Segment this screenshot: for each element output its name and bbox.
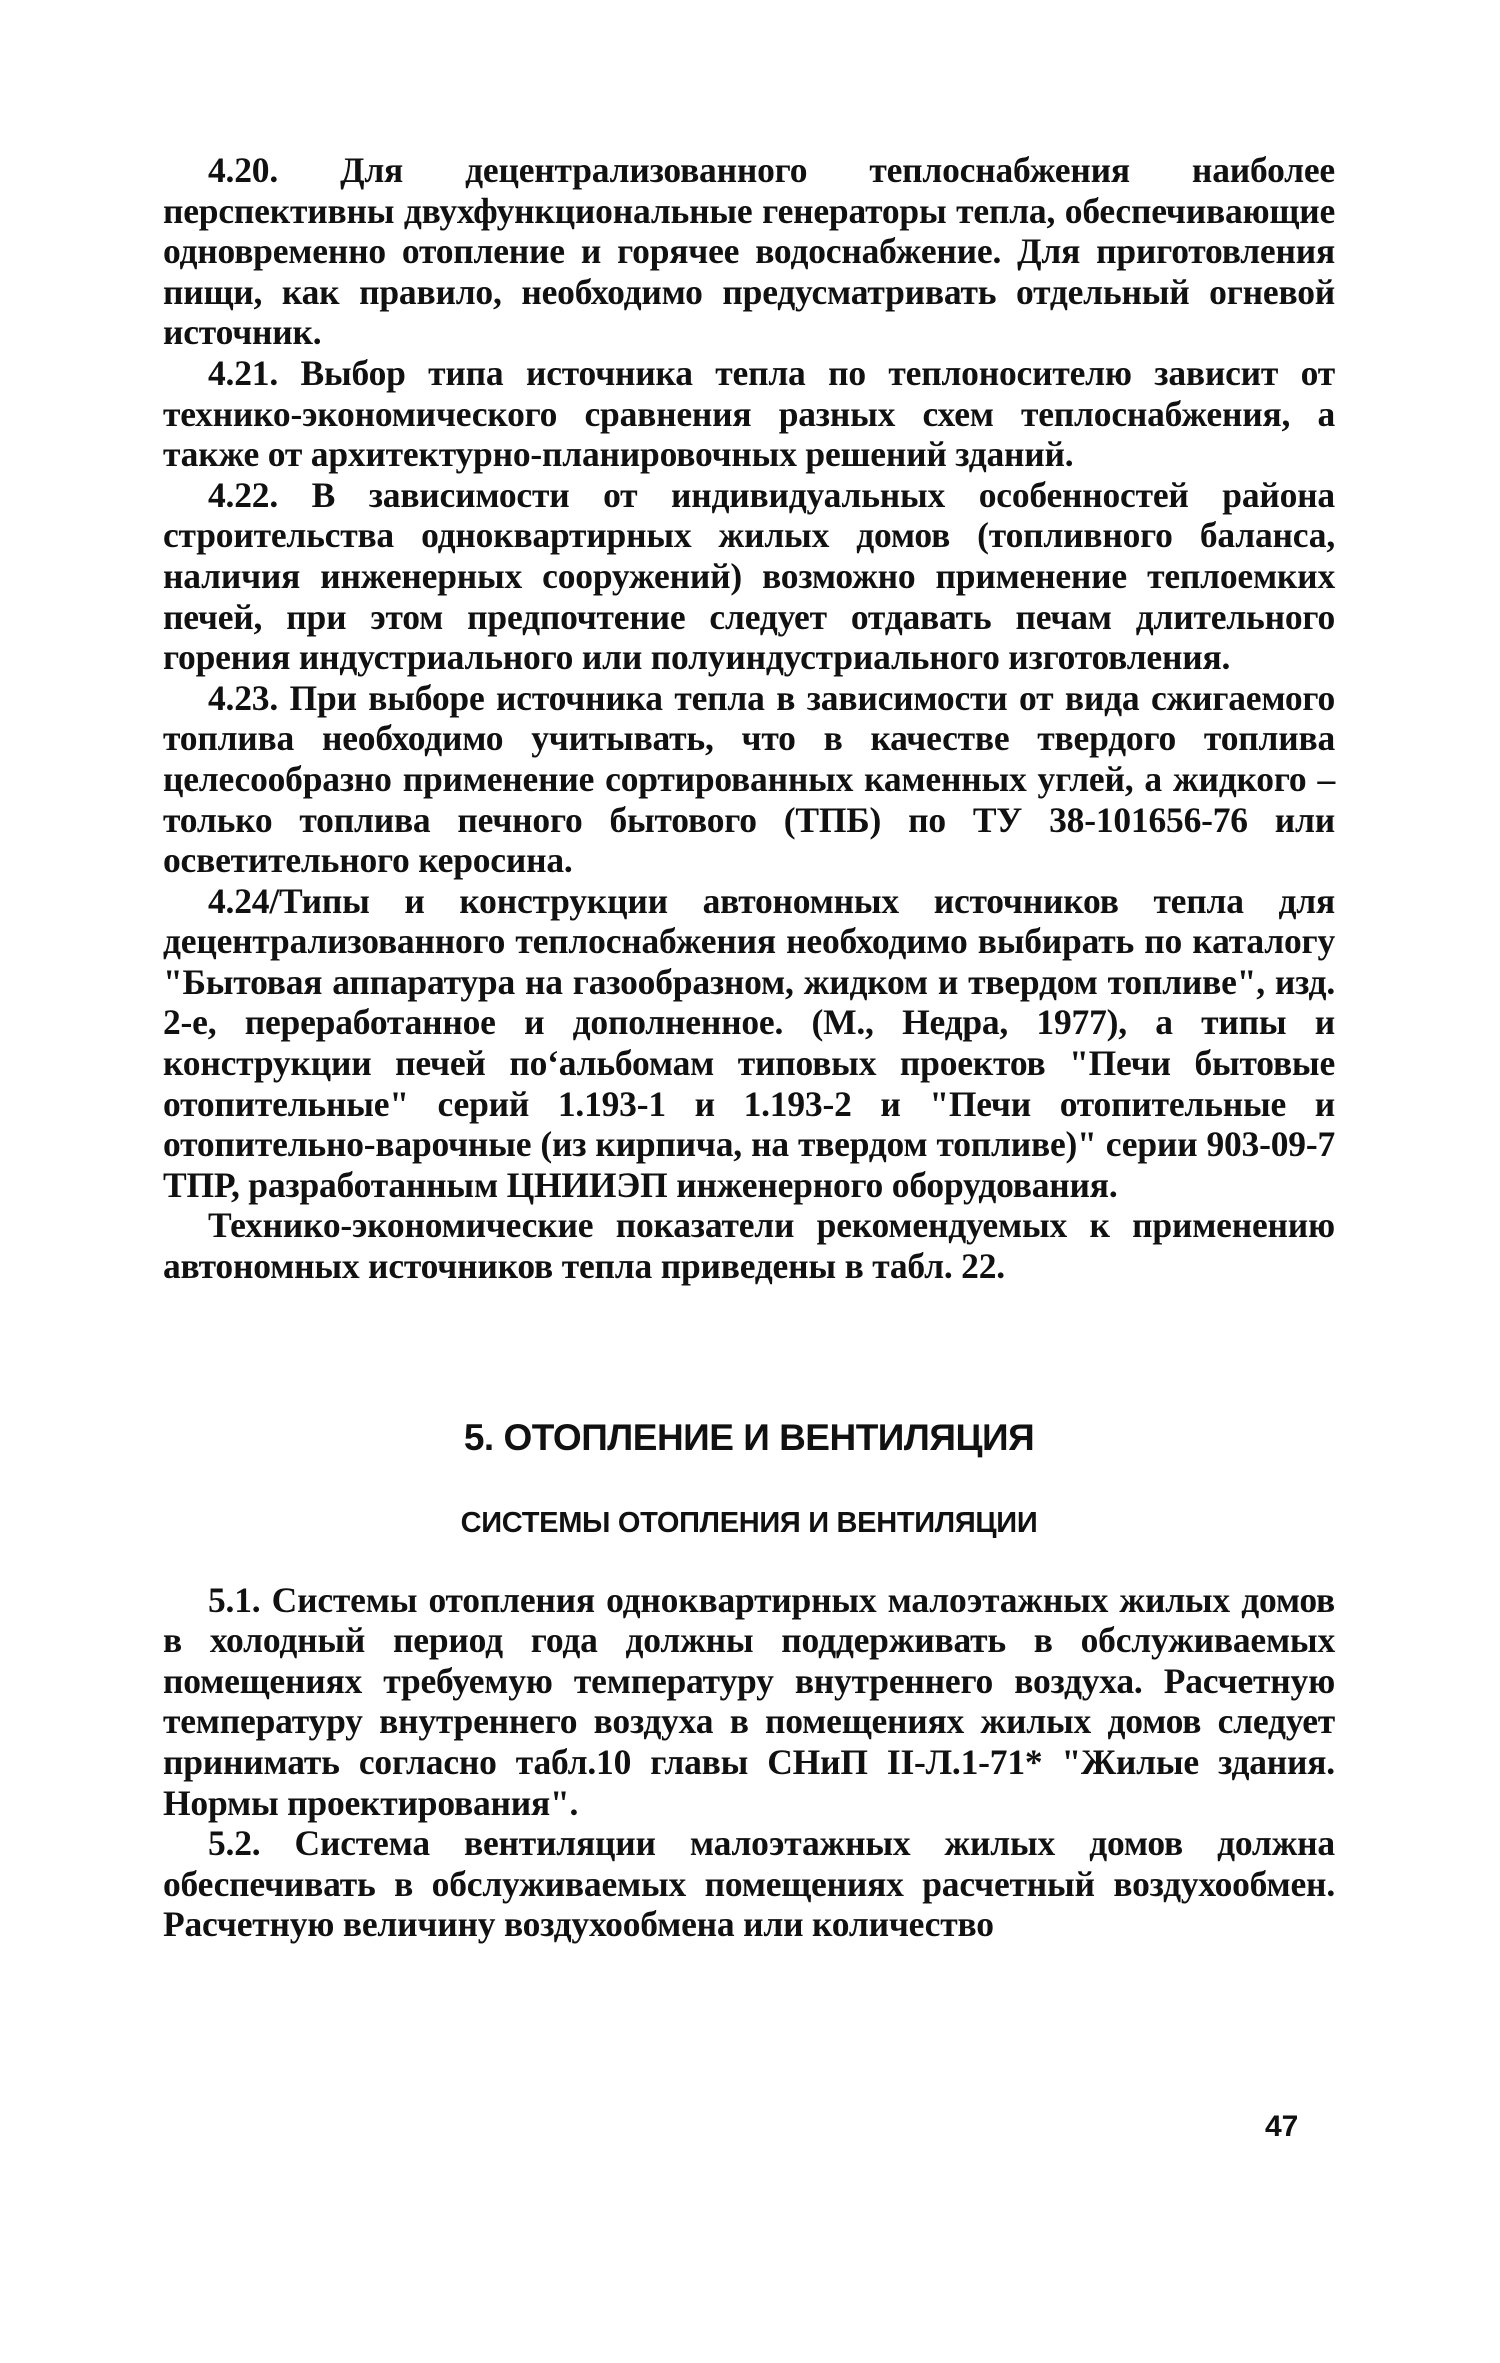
paragraph-4-21: 4.21. Выбор типа источника тепла по теплоносителю зависит от технико-экономического сравнения разных схем теплоснабжения, а также от архитектурно-планировочных решений зданий. <box>163 352 1335 475</box>
paragraph-5-2: 5.2. Система вентиляции малоэтажных жилых домов должна обеспечивать в обслуживаемых помещениях расчетный воздухообмен. Расчетную величину воздухообмена или количество <box>163 1823 1335 1945</box>
section-5 <box>163 1417 1335 1945</box>
paragraph-4-24: 4.24/Типы и конструкции автономных источников тепла для децентрализованного теплоснабжения необходимо выбирать по каталогу "Бытовая аппаратура на газообразном, жидком и твердом топливе", изд. 2-е, переработанное и дополненное. (М., Недра, 1977), а типы и конструкции печей по‘альбомам типовых проектов "Печи бытовые отопительные" серий 1.193-1 и 1.193-2 и "Печи отопительные и отопительно-варочные (из кирпича, на твердом топливе)" серии 903-09-7 ТПР, разработанным ЦНИИЭП инженерного оборудования. <box>163 880 1335 1205</box>
page-number: 47 <box>1265 2110 1299 2143</box>
paragraph-4-22: 4.22. В зависимости от индивидуальных особенностей района строительства одноквартирных жилых домов (топливного баланса, наличия инженерных сооружений) возможно применение теплоемких печей, при этом предпочтение следует отдавать печам длительного горения индустриального или полуиндустриального изготовления. <box>163 474 1335 678</box>
paragraph-5-1: 5.1. Системы отопления одноквартирных малоэтажных жилых домов в холодный период года должны поддерживать в обслуживаемых помещениях требуемую температуру внутреннего воздуха. Расчетную температуру внутреннего воздуха в помещениях жилых домов следует принимать согласно табл.10 главы СНиП II-Л.1-71* "Жилые здания. Нормы проектирования". <box>163 1579 1335 1823</box>
paragraph-4-20: 4.20. Для децентрализованного теплоснабжения наиболее перспективны двухфункциональные генераторы тепла, обеспечивающие одновременно отопление и горячее водоснабжение. Для приготовления пищи, как правило, необходимо предусматривать отдельный огневой источник. <box>163 150 1335 353</box>
paragraph-table-reference: Технико-экономические показатели рекомендуемых к применению автономных источников тепла приведены в табл. 22. <box>163 1205 1335 1287</box>
document-page <box>163 150 1335 1945</box>
paragraph-4-23: 4.23. При выборе источника тепла в зависимости от вида сжигаемого топлива необходимо учитывать, что в качестве твердого топлива целесообразно применение сортированных каменных углей, а жидкого – только топлива печного бытового (ТПБ) по ТУ 38-101656-76 или осветительного керосина. <box>163 677 1335 881</box>
section-title: 5. ОТОПЛЕНИЕ И ВЕНТИЛЯЦИЯ <box>463 1416 1035 1458</box>
subsection-title: СИСТЕМЫ ОТОПЛЕНИЯ И ВЕНТИЛЯЦИИ <box>460 1506 1038 1539</box>
